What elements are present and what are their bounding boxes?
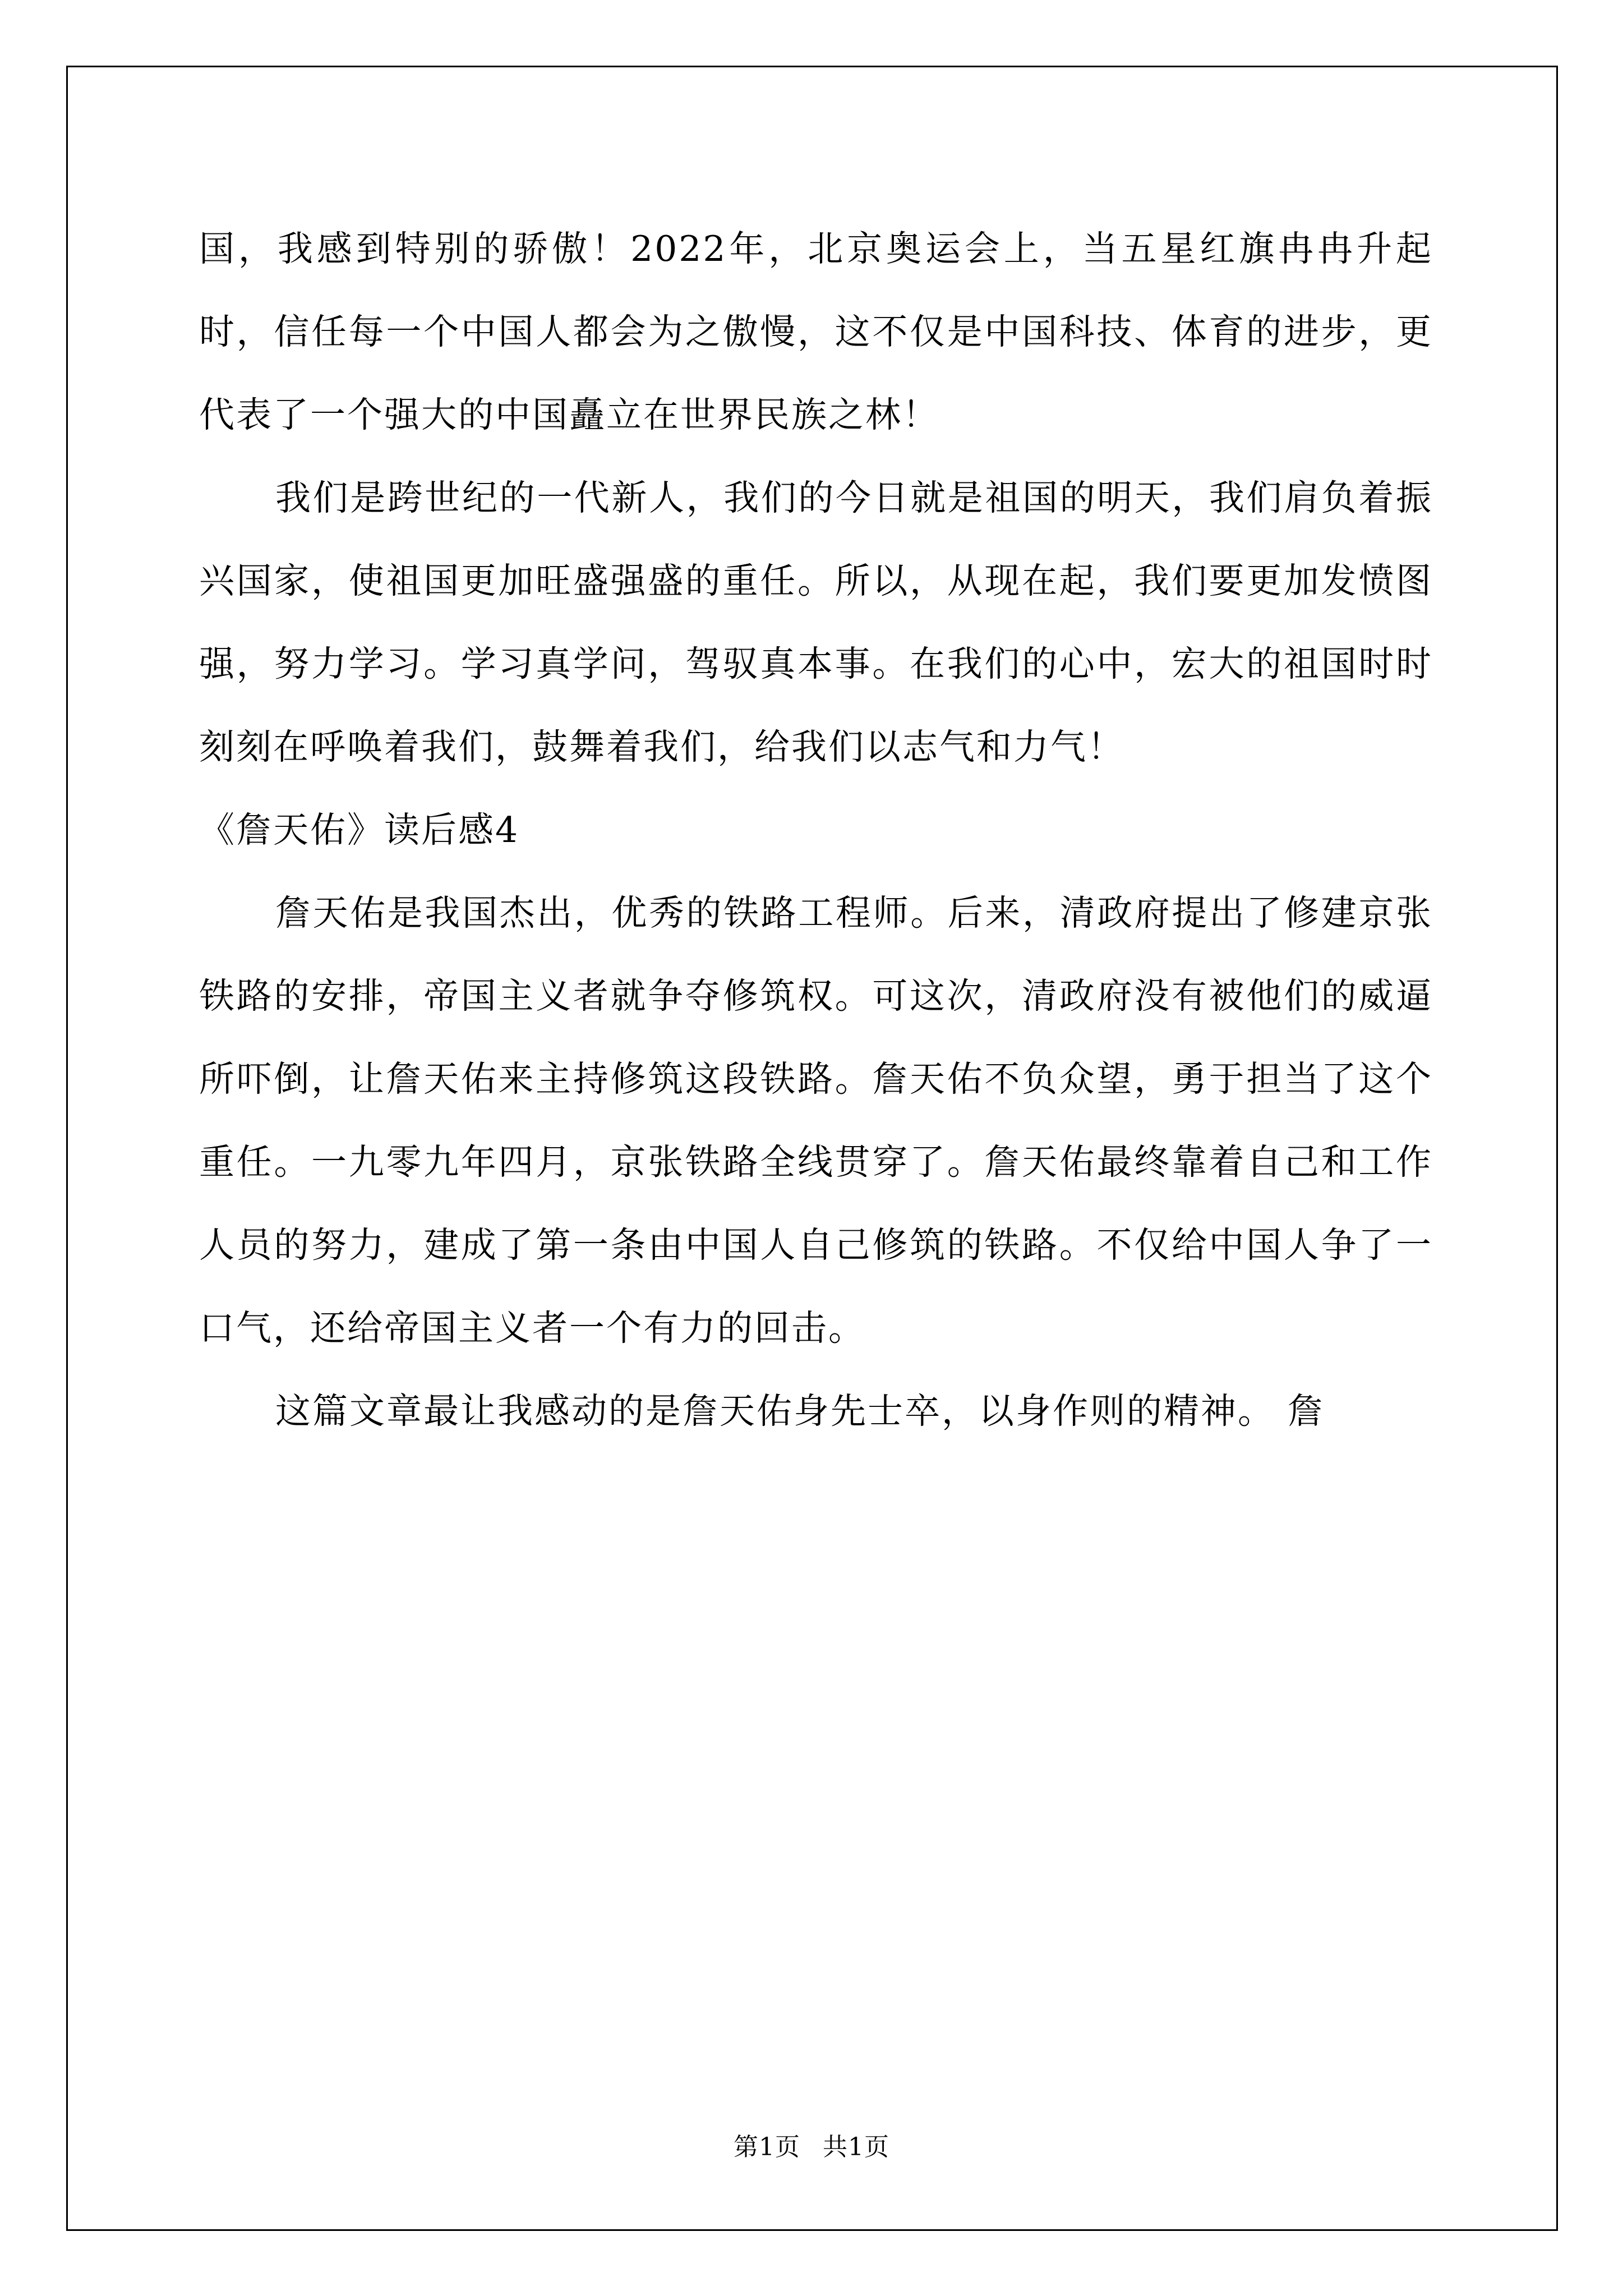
paragraph: 国，我感到特别的骄傲！2022年，北京奥运会上，当五星红旗冉冉升起时，信任每一个中国人都会为之傲慢，这不仅是中国科技、体育的进步，更代表了一个强大的中国矗立在世界民族之林！ [199,228,1433,435]
page-footer [0,2131,1623,2164]
paragraph: 我们是跨世纪的一代新人，我们的今日就是祖国的明天，我们肩负着振兴国家，使祖国更加旺盛强盛的重任。所以，从现在起，我们要更加发愤图强，努力学习。学习真学问，驾驭真本事。在我们的心中，宏大的祖国时时刻刻在呼唤着我们，鼓舞着我们，给我们以志气和力气！ [199,477,1433,767]
section-heading: 《詹天佑》读后感4 [199,809,520,850]
page-total: 共1页 [823,2133,889,2161]
paragraph: 詹天佑是我国杰出，优秀的铁路工程师。后来，清政府提出了修建京张铁路的安排，帝国主义者就争夺修筑权。可这次，清政府没有被他们的威逼所吓倒，让詹天佑来主持修筑这段铁路。詹天佑不负众望，勇于担当了这个重任。一九零九年四月，京张铁路全线贯穿了。詹天佑最终靠着自己和工作人员的努力，建成了第一条由中国人自己修筑的铁路。不仅给中国人争了一口气，还给帝国主义者一个有力的回击。 [199,892,1433,1349]
page-number: 第1页 [734,2133,800,2161]
document-body [199,208,1433,1453]
paragraph: 这篇文章最让我感动的是詹天佑身先士卒，以身作则的精神。 詹 [275,1391,1325,1432]
